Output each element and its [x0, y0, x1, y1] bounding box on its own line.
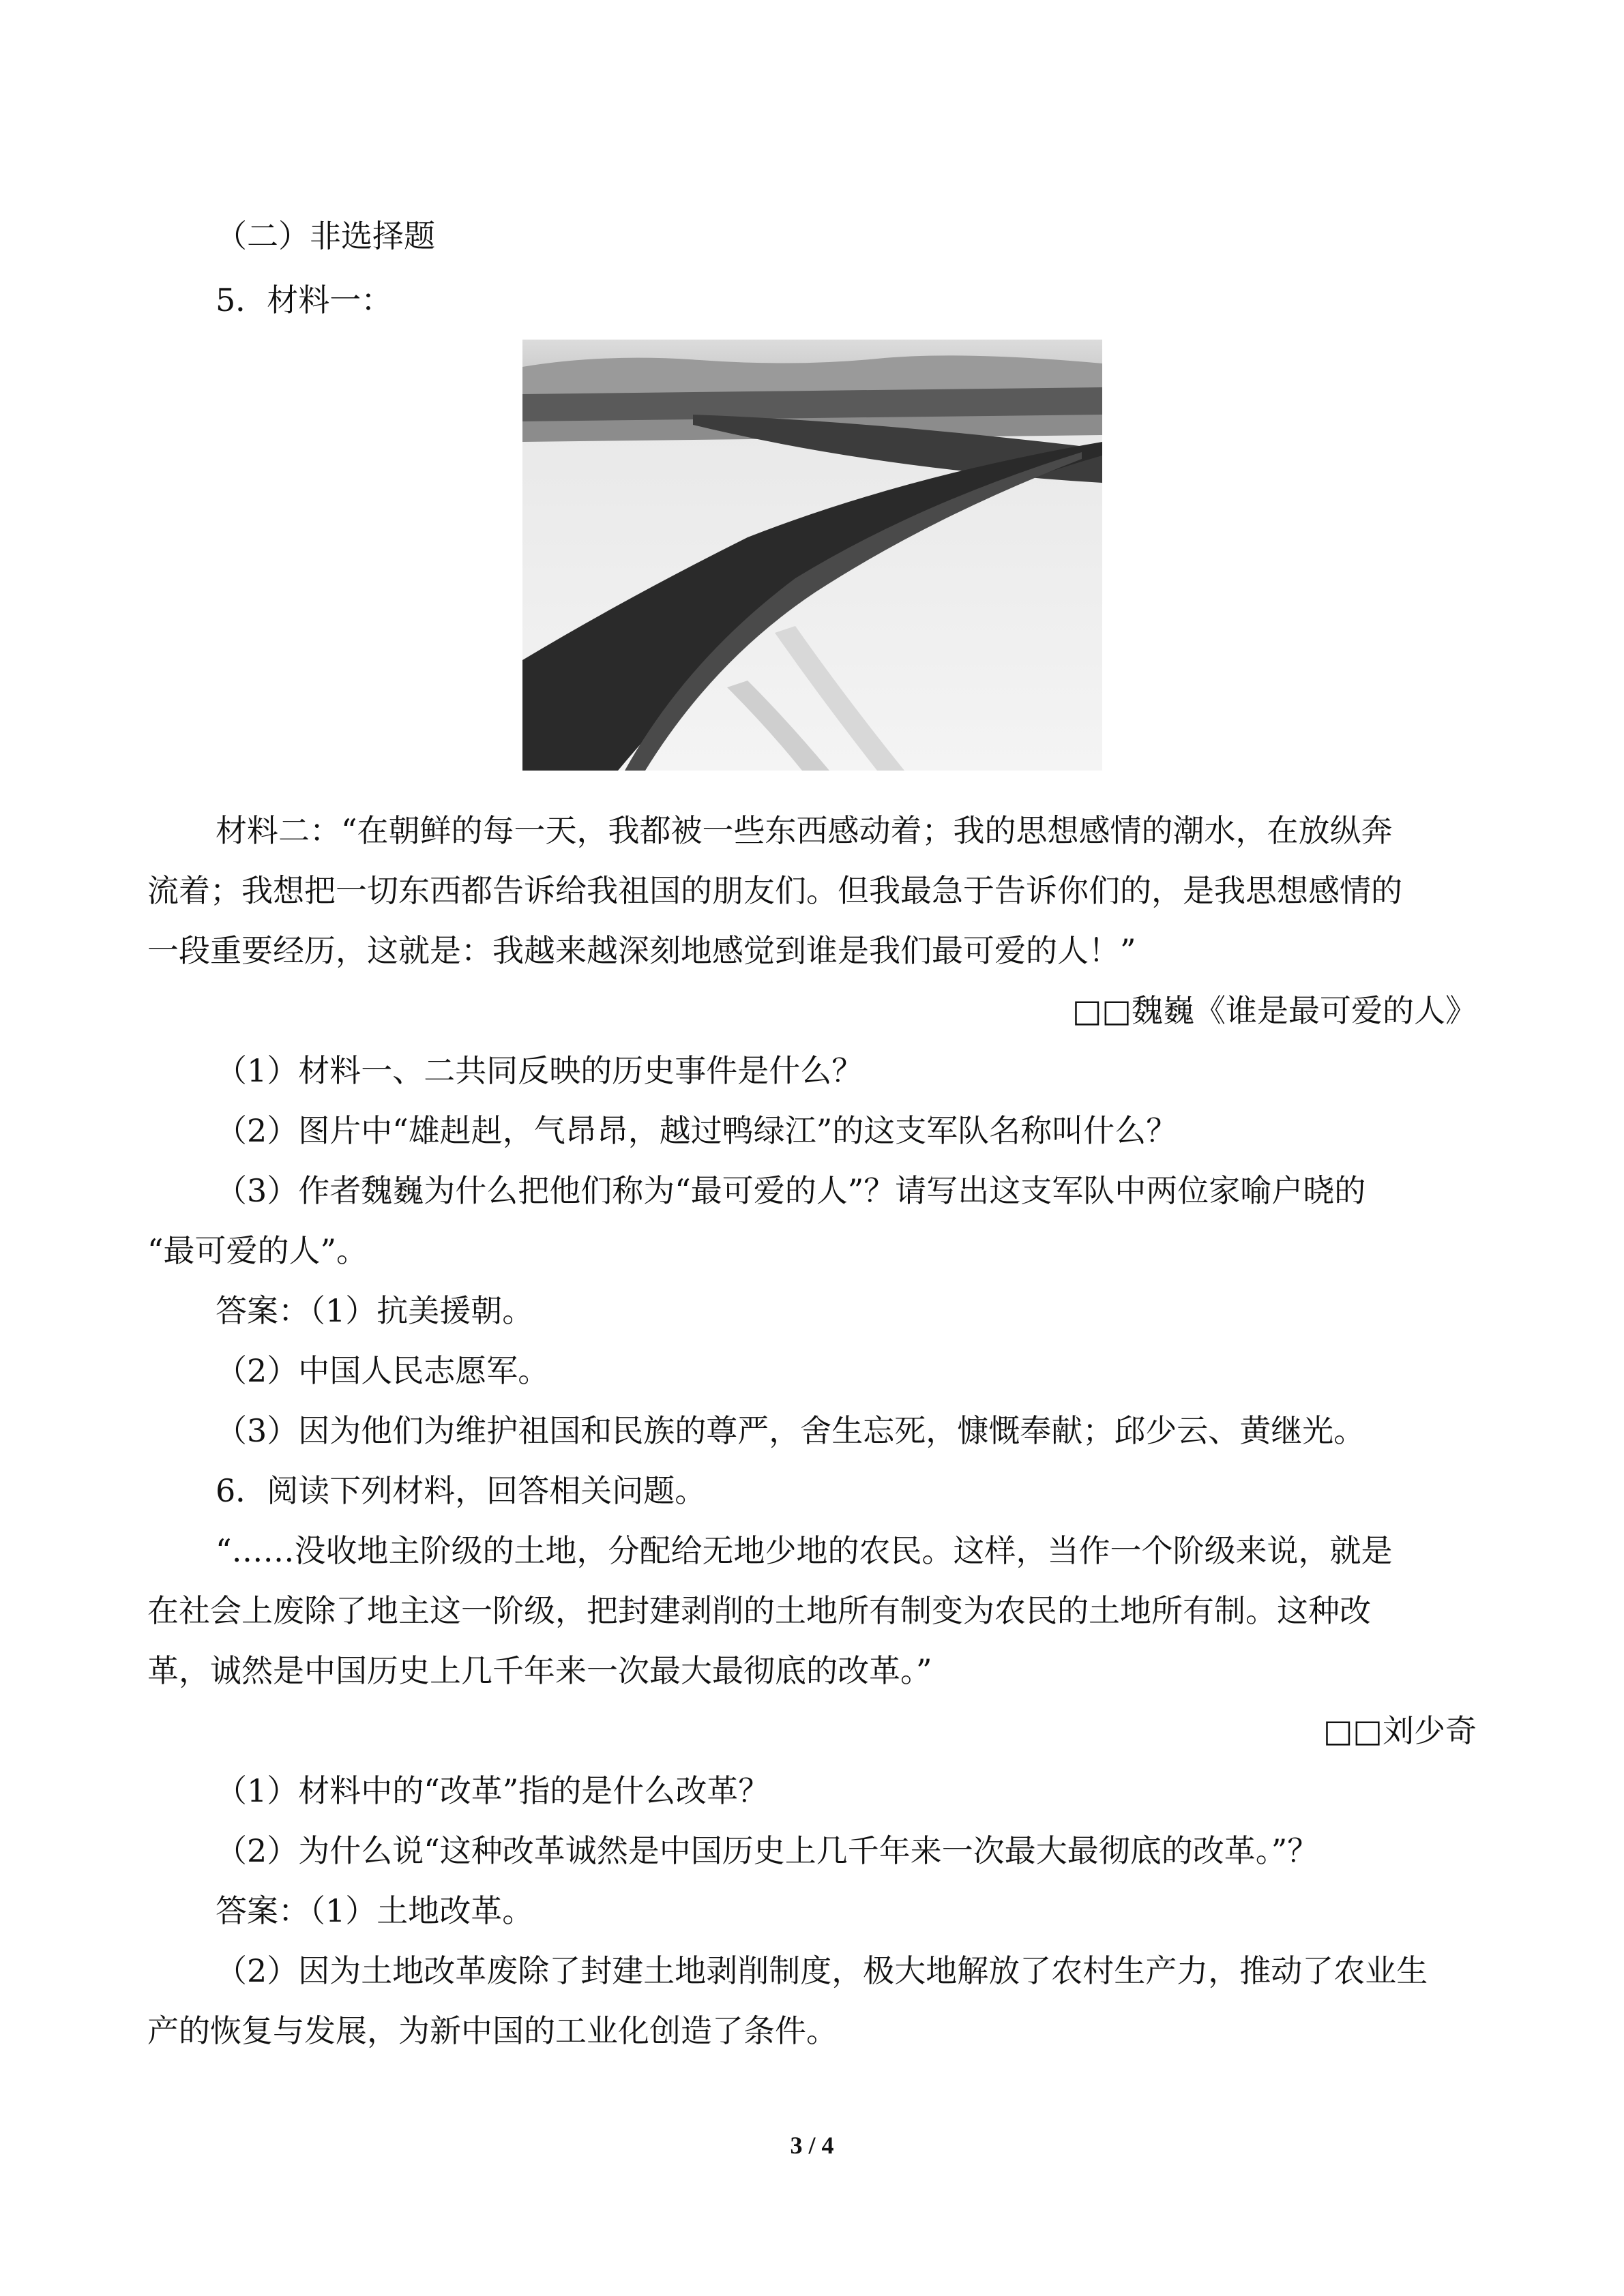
material2-source: □□魏巍《谁是最可爱的人》 — [1072, 992, 1477, 1029]
question-5-intro: 5．材料一： — [216, 282, 393, 318]
q6-quote-line-2: 在社会上废除了地主这一阶级，把封建剥削的土地所有制变为农民的土地所有制。这种改 — [147, 1592, 1371, 1629]
q6-question-2: （2）为什么说“这种改革诚然是中国历史上几千年来一次最大最彻底的改革。”？ — [216, 1832, 1319, 1869]
material2-line-2: 流着；我想把一切东西都告诉给我祖国的朋友们。但我最急于告诉你们的，是我思想感情的 — [147, 872, 1402, 909]
q5-question-3: （3）作者魏巍为什么把他们称为“最可爱的人”？请写出这支军队中两位家喻户晓的 — [216, 1172, 1366, 1209]
photo-crossing-yalu-river — [522, 340, 1102, 771]
q5-question-1: （1）材料一、二共同反映的历史事件是什么？ — [216, 1052, 863, 1089]
q6-answer-2-cont: 产的恢复与发展，为新中国的工业化创造了条件。 — [147, 2012, 838, 2049]
q6-quote-source: □□刘少奇 — [1323, 1712, 1477, 1749]
q6-answer-1: 答案：（1）土地改革。 — [216, 1892, 534, 1929]
q5-answer-1: 答案：（1）抗美援朝。 — [216, 1292, 534, 1329]
q5-answer-2: （2）中国人民志愿军。 — [216, 1352, 550, 1389]
page-number: 3 / 4 — [790, 2132, 834, 2159]
q5-question-2: （2）图片中“雄赳赳，气昂昂，越过鸭绿江”的这支军队名称叫什么？ — [216, 1112, 1178, 1149]
q6-question-1: （1）材料中的“改革”指的是什么改革？ — [216, 1772, 770, 1809]
q5-answer-3: （3）因为他们为维护祖国和民族的尊严，舍生忘死，慷慨奉献；邱少云、黄继光。 — [216, 1412, 1365, 1449]
q6-answer-2: （2）因为土地改革废除了封建土地剥削制度，极大地解放了农村生产力，推动了农业生 — [216, 1952, 1428, 1989]
material2-line-1: 材料二：“在朝鲜的每一天，我都被一些东西感动着；我的思想感情的潮水，在放纵奔 — [216, 812, 1393, 849]
q5-question-3-cont: “最可爱的人”。 — [147, 1232, 368, 1269]
q6-quote-line-3: 革，诚然是中国历史上几千年来一次最大最彻底的改革。” — [147, 1652, 932, 1689]
section-heading: （二）非选择题 — [216, 218, 435, 254]
q6-quote-line-1: “……没收地主阶级的土地，分配给无地少地的农民。这样，当作一个阶级来说，就是 — [216, 1532, 1393, 1569]
question-6-intro: 6．阅读下列材料，回答相关问题。 — [216, 1472, 707, 1509]
material2-line-3: 一段重要经历，这就是：我越来越深刻地感觉到谁是我们最可爱的人！” — [147, 932, 1136, 969]
